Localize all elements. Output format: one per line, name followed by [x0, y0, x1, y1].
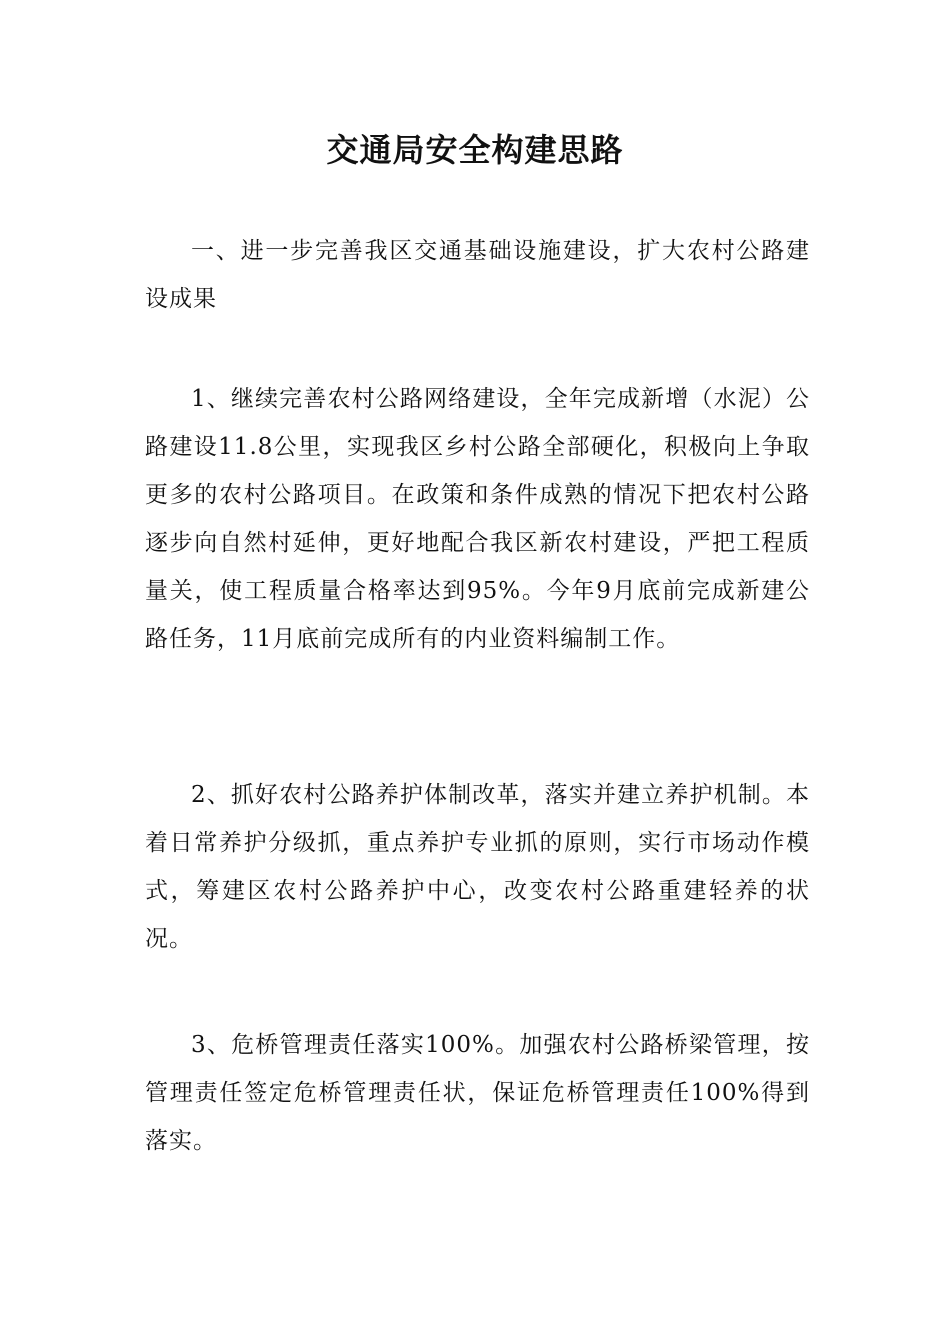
paragraph-item-1: 1、继续完善农村公路网络建设，全年完成新增（水泥）公路建设11.8公里，实现我区乡村公路全部硬化，积极向上争取更多的农村公路项目。在政策和条件成熟的情况下把农村公路逐步向自然村延伸，更好地配合我区新农村建设，严把工程质量关，使工程质量合格率达到95%。今年9月底前完成新建公路任务，11月底前完成所有的内业资料编制工作。	[145, 386, 810, 652]
paragraph-item-2: 2、抓好农村公路养护体制改革，落实并建立养护机制。本着日常养护分级抓，重点养护专业抓的原则，实行市场动作模式，筹建区农村公路养护中心，改变农村公路重建轻养的状况。	[145, 782, 810, 952]
section-heading: 一、进一步完善我区交通基础设施建设，扩大农村公路建设成果	[145, 238, 810, 312]
document-title: 交通局安全构建思路	[326, 131, 624, 169]
paragraph-item-3: 3、危桥管理责任落实100%。加强农村公路桥梁管理，按管理责任签定危桥管理责任状，保证危桥管理责任100%得到落实。	[145, 1032, 810, 1154]
